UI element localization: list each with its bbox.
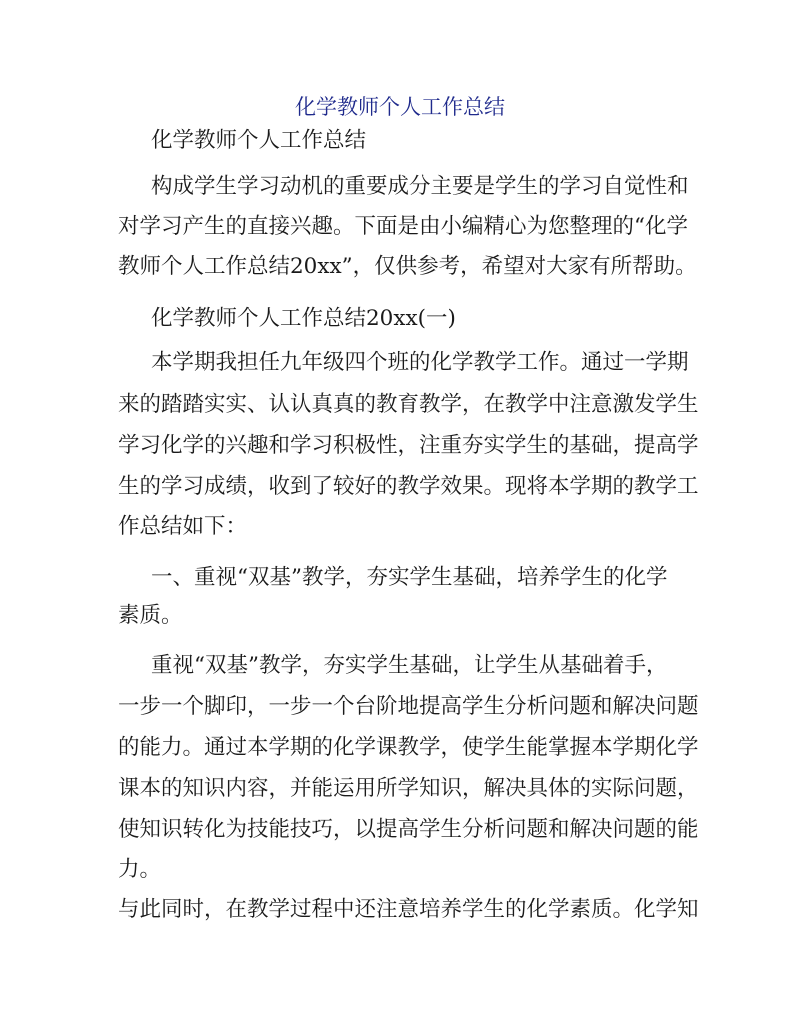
- text-line: 构成学生学习动机的重要成分主要是学生的学习自觉性和: [151, 174, 689, 199]
- text-line: 一步一个脚印，一步一个台阶地提高学生分析问题和解决问题: [118, 694, 699, 719]
- document-title: 化学教师个人工作总结: [295, 95, 505, 119]
- text-line: 使知识转化为技能技巧，以提高学生分析问题和解决问题的能: [118, 817, 699, 842]
- section-heading: 化学教师个人工作总结20xx(一): [151, 306, 456, 331]
- text-line: 力。: [118, 857, 162, 882]
- text-line: 与此同时，在教学过程中还注意培养学生的化学素质。化学知: [118, 897, 699, 922]
- text-line: 的能力。通过本学期的化学课教学，使学生能掌握本学期化学: [118, 735, 699, 760]
- point-heading: 一、重视“双基”教学，夯实学生基础，培养学生的化学: [151, 565, 668, 590]
- text-line: 对学习产生的直接兴趣。下面是由小编精心为您整理的“化学: [118, 214, 688, 239]
- text-line: 教师个人工作总结20xx”，仅供参考，希望对大家有所帮助。: [118, 254, 697, 279]
- text-line: 生的学习成绩，收到了较好的教学效果。现将本学期的教学工: [118, 474, 699, 499]
- text-line: 来的踏踏实实、认认真真的教育教学，在教学中注意激发学生: [118, 392, 699, 417]
- text-line: 作总结如下：: [118, 514, 248, 539]
- point-heading: 素质。: [118, 603, 183, 628]
- text-line: 学习化学的兴趣和学习积极性，注重夯实学生的基础，提高学: [118, 433, 699, 458]
- text-line: 课本的知识内容，并能运用所学知识，解决具体的实际问题，: [118, 776, 699, 801]
- text-line: 本学期我担任九年级四个班的化学教学工作。通过一学期: [151, 350, 689, 375]
- document-subtitle: 化学教师个人工作总结: [151, 128, 367, 153]
- text-line: 重视“双基”教学，夯实学生基础，让学生从基础着手，: [151, 653, 668, 678]
